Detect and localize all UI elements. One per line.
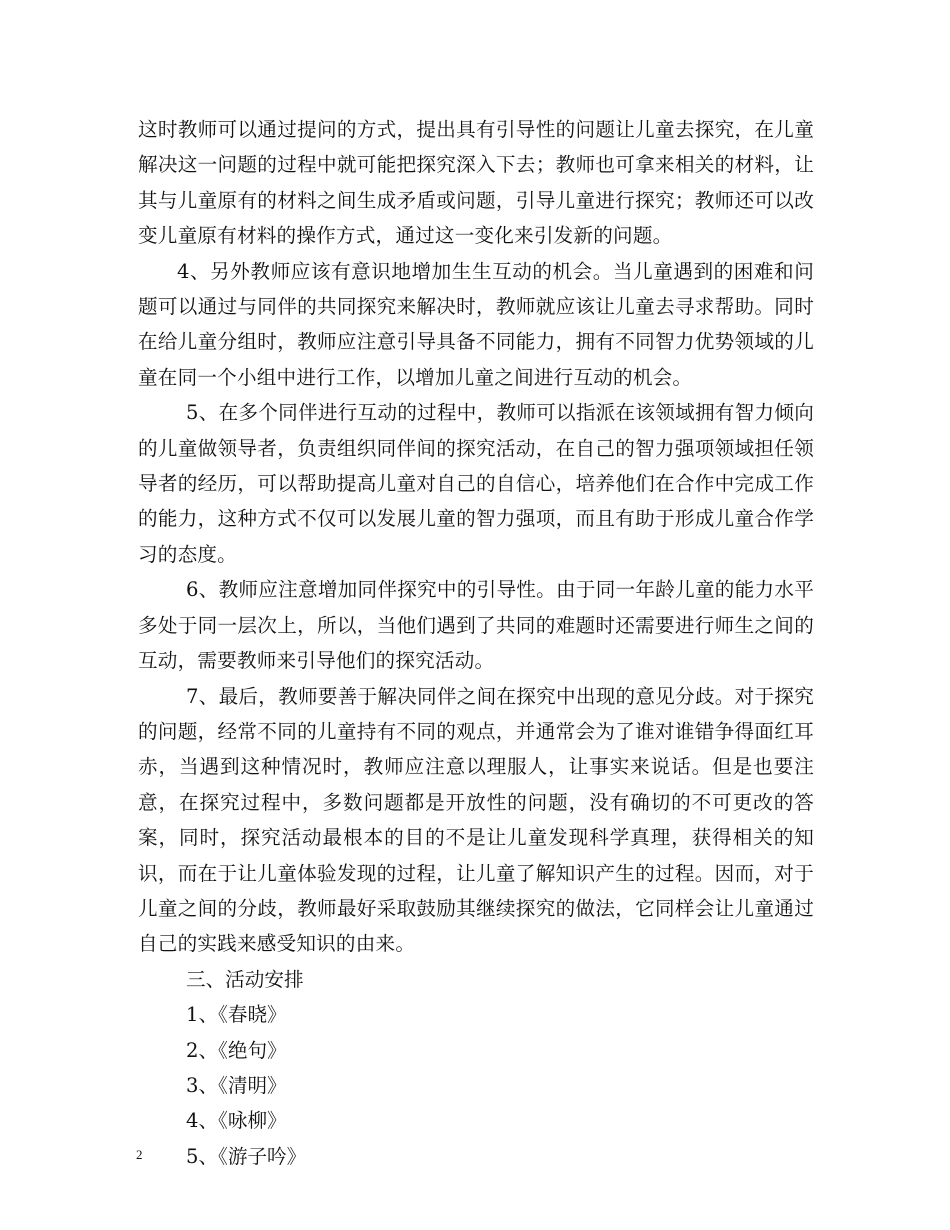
- paragraph-continuation: 这时教师可以通过提问的方式，提出具有引导性的问题让儿童去探究，在儿童解决这一问题的过程中就可能把探究深入下去；教师也可拿来相关的材料，让其与儿童原有的材料之间生成矛盾或问题，引导儿童进行探究；教师还可以改变儿童原有材料的操作方式，通过这一变化来引发新的问题。: [138, 118, 814, 248]
- paragraph-point-7: 7、最后，教师要善于解决同伴之间在探究中出现的意见分歧。对于探究的问题，经常不同的儿童持有不同的观点，并通常会为了谁对谁错争得面红耳赤，当遇到这种情况时，教师应注意以理服人，让事实来说话。但是也要注意，在探究过程中，多数问题都是开放性的问题，没有确切的不可更改的答案，同时，探究活动最根本的目的不是让儿童发现科学真理，获得相关的知识，而在于让儿童体验发现的过程，让儿童了解知识产生的过程。因而，对于儿童之间的分歧，教师最好采取鼓励其继续探究的做法，它同样会让儿童通过自己的实践来感受知识的由来。: [138, 684, 814, 956]
- document-body: [138, 112, 814, 1174]
- section-heading-activity-arrangement: 三、活动安排: [186, 967, 304, 991]
- list-item: 1、《春晓》: [186, 1003, 287, 1027]
- paragraph-point-6: 6、教师应注意增加同伴探究中的引导性。由于同一年龄儿童的能力水平多处于同一层次上，所以，当他们遇到了共同的难题时还需要进行师生之间的互动，需要教师来引导他们的探究活动。: [138, 578, 814, 673]
- list-item: 2、《绝句》: [186, 1038, 287, 1062]
- activity-list: [138, 997, 814, 1174]
- list-item: 3、《清明》: [186, 1073, 287, 1097]
- paragraph-point-4: 4、另外教师应该有意识地增加生生互动的机会。当儿童遇到的困难和问题可以通过与同伴的共同探究来解决时，教师就应该让儿童去寻求帮助。同时在给儿童分组时，教师应注意引导具备不同能力，拥有不同智力优势领域的儿童在同一个小组中进行工作，以增加儿童之间进行互动的机会。: [138, 259, 814, 389]
- paragraph-point-5: 5、在多个同伴进行互动的过程中，教师可以指派在该领域拥有智力倾向的儿童做领导者，负责组织同伴间的探究活动，在自己的智力强项领域担任领导者的经历，可以帮助提高儿童对自己的自信心，培养他们在合作中完成工作的能力，这种方式不仅可以发展儿童的智力强项，而且有助于形成儿童合作学习的态度。: [138, 401, 814, 566]
- page-number: 2: [136, 1147, 143, 1162]
- list-item: 4、《咏柳》: [186, 1109, 287, 1133]
- list-item: 5、《游子吟》: [186, 1144, 307, 1168]
